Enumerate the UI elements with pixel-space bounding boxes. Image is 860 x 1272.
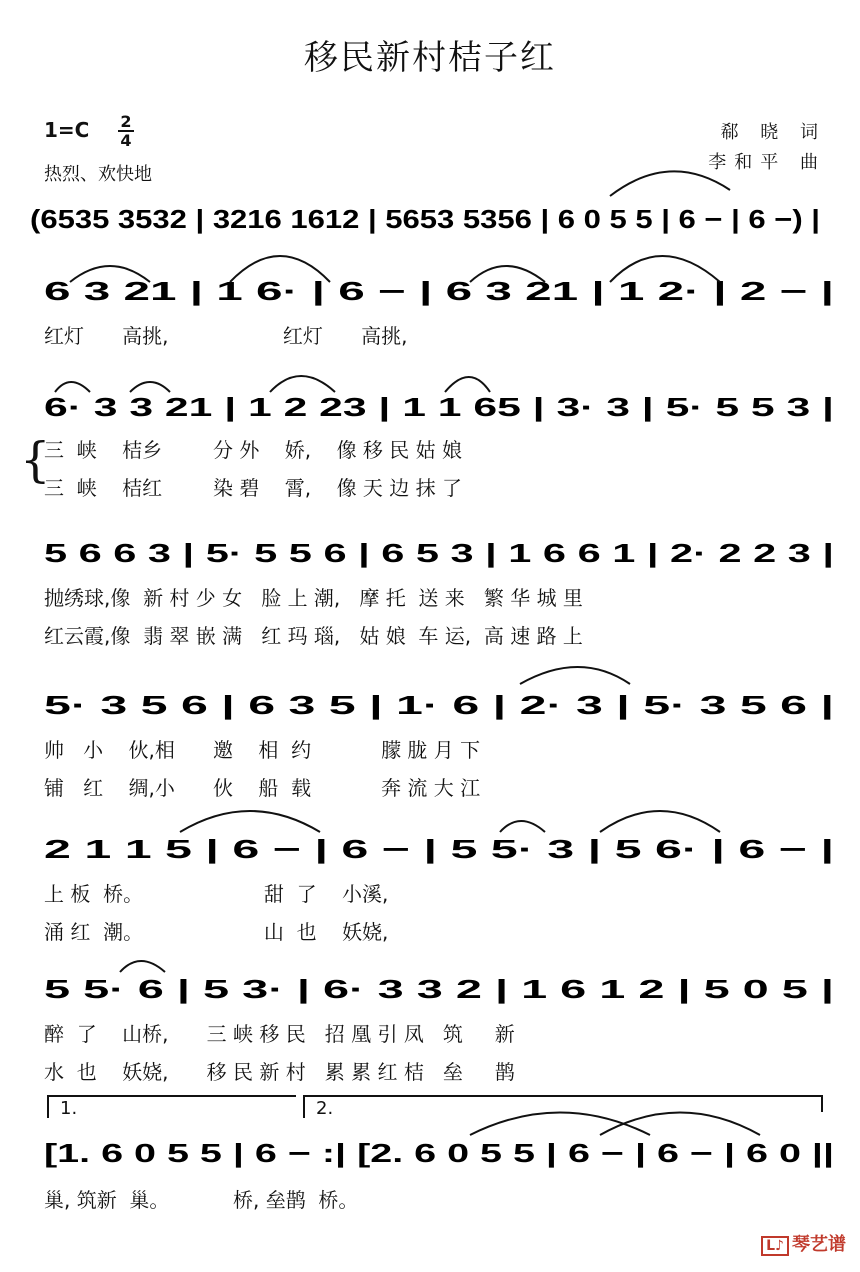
volta-1-label: 1. <box>60 1098 78 1119</box>
slur <box>55 382 90 392</box>
song-title: 移民新村桔子红 <box>304 38 556 78</box>
slur <box>600 1113 760 1136</box>
slur <box>270 376 335 392</box>
slur <box>600 811 720 832</box>
watermark-logo <box>761 1230 846 1256</box>
slur <box>120 961 165 972</box>
row-3-lyric-2: 红云霞,像 翡 翠 嵌 满 红 玛 瑙, 姑 娘 车 运, 高 速 路 上 <box>44 624 583 648</box>
row-5-notes: 2 1 1 5 | 6 − | 6 − | 5 5· 3 | 5 6· | 6 − | <box>44 834 834 864</box>
meter-top: 2 <box>120 112 132 131</box>
row-7-lyric-1: 巢, 筑新 巢。 桥, 垒鹊 桥。 <box>44 1188 359 1212</box>
row-2-lyric-2: 三 峡 桔红 染 碧 霄, 像 天 边 抹 了 <box>44 476 463 500</box>
row-5-lyric-1: 上 板 桥。 甜 了 小溪, <box>44 882 389 906</box>
volta-2 <box>304 1096 822 1118</box>
watermark-text: 琴艺谱 <box>792 1234 846 1255</box>
meter-bottom: 4 <box>120 131 132 150</box>
slur <box>610 171 730 196</box>
row-4-lyric-2: 铺 红 绸,小 伙 船 载 奔 流 大 江 <box>44 776 481 800</box>
row-1-notes: 6 3 21 | 1 6· | 6 − | 6 3 21 | 1 2· | 2 − | <box>44 276 834 306</box>
slur <box>445 377 490 392</box>
row-7-notes: [1. 6 0 5 5 | 6 − :| [2. 6 0 5 5 | 6 − | 6 − | 6 0 || <box>44 1138 834 1168</box>
slur <box>520 667 630 684</box>
row-6-lyric-1: 醉 了 山桥, 三 峡 移 民 招 凰 引 凤 筑 新 <box>44 1022 515 1046</box>
logo-icon: L♪ <box>761 1236 789 1256</box>
row-3-notes: 5 6 6 3 | 5· 5 5 6 | 6 5 3 | 1 6 6 1 | 2· 2 2 3 | <box>44 538 834 568</box>
key-signature: 1=C <box>44 118 90 142</box>
row-3-lyric-1: 抛绣球,像 新 村 少 女 脸 上 潮, 摩 托 送 来 繁 华 城 里 <box>44 586 583 610</box>
row-1-lyric-1: 红灯 高挑, 红灯 高挑, <box>44 324 408 348</box>
row-0-notes: (6535 3532 | 3216 1612 | 5653 5356 | 6 0 5 5 | 6 − | 6 −) | <box>30 204 820 234</box>
volta-1 <box>48 1096 296 1118</box>
verse-brace: { <box>20 432 51 488</box>
row-6-lyric-2: 水 也 妖娆, 移 民 新 村 累 累 红 桔 垒 鹊 <box>44 1060 515 1084</box>
slur <box>500 821 545 832</box>
volta-2-label: 2. <box>316 1098 334 1119</box>
tempo-marking: 热烈、欢快地 <box>44 164 152 185</box>
row-6-notes: 5 5· 6 | 5 3· | 6· 3 3 2 | 1 6 1 2 | 5 0 5 | <box>44 974 834 1004</box>
row-2-notes: 6· 3 3 21 | 1 2 23 | 1 1 65 | 3· 3 | 5· 5 5 3 | <box>44 392 834 422</box>
row-5-lyric-2: 涌 红 潮。 山 也 妖娆, <box>44 920 389 944</box>
slur <box>180 811 320 832</box>
row-4-lyric-1: 帅 小 伙,相 邀 相 约 朦 胧 月 下 <box>44 738 481 762</box>
row-2-lyric-1: 三 峡 桔乡 分 外 娇, 像 移 民 姑 娘 <box>44 438 463 462</box>
row-4-notes: 5· 3 5 6 | 6 3 5 | 1· 6 | 2· 3 | 5· 3 5 6 | <box>44 690 834 720</box>
composer-credit: 李和平 曲 <box>708 152 826 173</box>
lyricist-credit: 郗 晓 词 <box>720 122 826 143</box>
slur <box>130 382 170 392</box>
